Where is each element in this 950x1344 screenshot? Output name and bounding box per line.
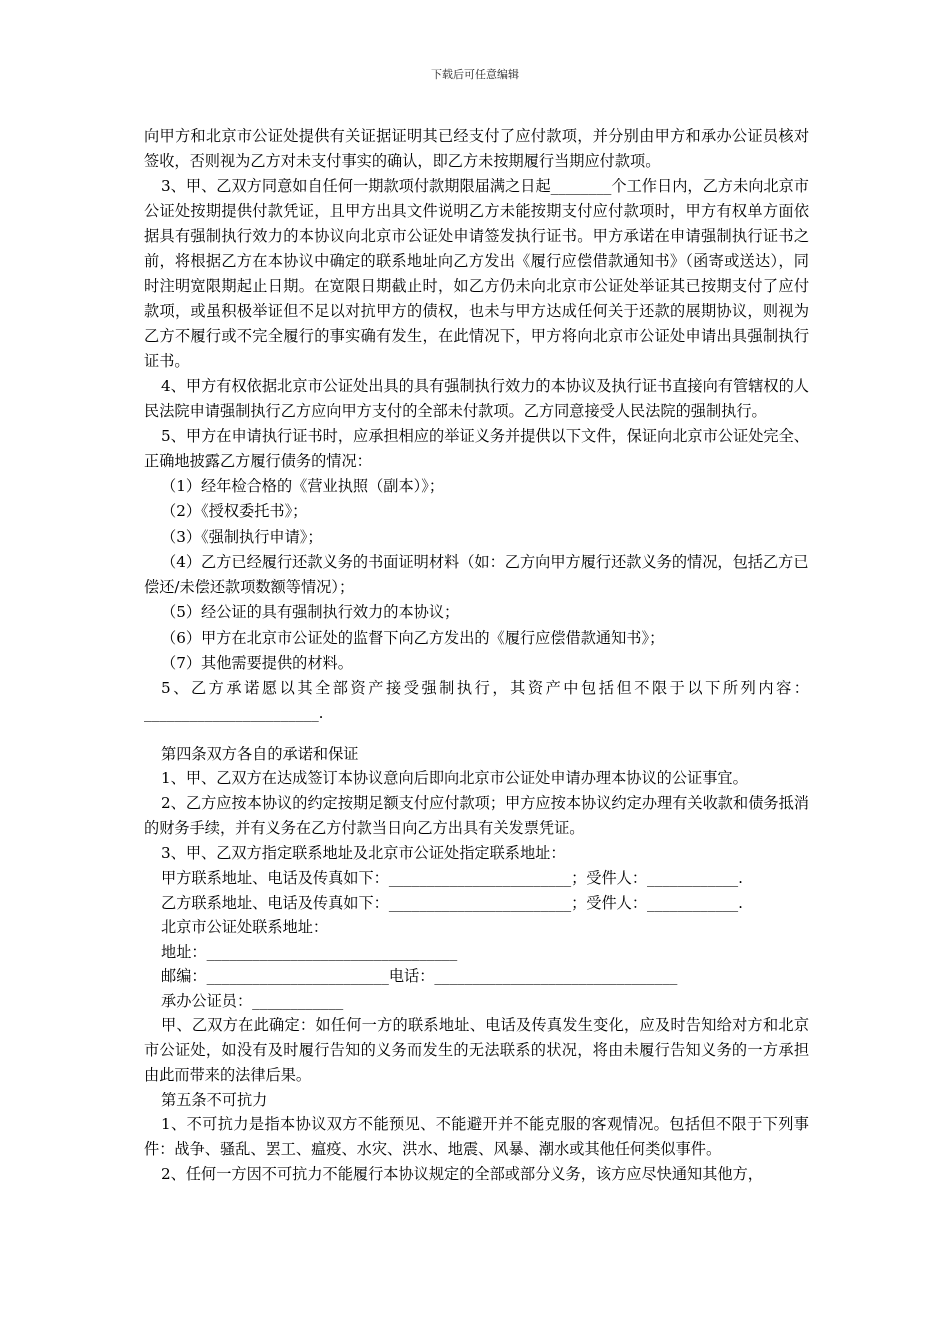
contact-party-a: 甲方联系地址、电话及传真如下：________________________；受件人：____________.	[161, 869, 743, 888]
list-item: （2）《授权委托书》；	[161, 502, 308, 521]
article-4-title: 第四条双方各自的承诺和保证	[161, 745, 359, 764]
notary-address-label: 北京市公证处联系地址：	[161, 918, 329, 937]
document-body	[144, 124, 809, 1187]
contact-party-b: 乙方联系地址、电话及传真如下：________________________；受件人：____________.	[161, 893, 743, 912]
paragraph: 1、甲、乙双方在达成签订本协议意向后即向北京市公证处申请办理本协议的公证事宜。	[161, 769, 748, 788]
paragraph: 5、乙方承诺愿以其全部资产接受强制执行，其资产中包括但不限于以下所列内容：_______________________.	[144, 679, 809, 723]
paragraph: 5、甲方在申请执行证书时，应承担相应的举证义务并提供以下文件，保证向北京市公证处完全、正确地披露乙方履行债务的情况：	[144, 427, 809, 470]
article-5-title: 第五条不可抗力	[161, 1091, 268, 1110]
paragraph: 2、乙方应按本协议的约定按期足额支付应付款项；甲方应按本协议约定办理有关收款和债务抵消的财务手续，并有义务在乙方付款当日向乙方出具有关发票凭证。	[144, 794, 809, 838]
list-item: （7）其他需要提供的材料。	[161, 654, 353, 673]
list-item: （6）甲方在北京市公证处的监督下向乙方发出的《履行应偿借款通知书》；	[161, 628, 665, 647]
paragraph: 2、任何一方因不可抗力不能履行本协议规定的全部或部分义务，该方应尽快通知其他方，	[161, 1165, 763, 1184]
page-header: 下载后可任意编辑	[431, 68, 519, 81]
list-item: （3）《强制执行申请》；	[161, 527, 323, 546]
list-item: （5）经公证的具有强制执行效力的本协议；	[161, 603, 460, 622]
paragraph: 甲、乙双方在此确定：如任何一方的联系地址、电话及传真发生变化，应及时告知给对方和北京市公证处，如没有及时履行告知的义务而发生的无法联系的状况，将由未履行告知义务的一方承担由此而带来的法律后果。	[144, 1016, 809, 1085]
paragraph: 3、甲、乙双方指定联系地址及北京市公证处指定联系地址：	[161, 844, 566, 863]
paragraph: 1、不可抗力是指本协议双方不能预见、不能避开并不能克服的客观情况。包括但不限于下列事件：战争、骚乱、罢工、瘟疫、水灾、洪水、地震、风暴、潮水或其他任何类似事件。	[144, 1115, 809, 1159]
notary-line: 承办公证员：____________	[161, 991, 344, 1010]
paragraph: 4、甲方有权依据北京市公证处出具的具有强制执行效力的本协议及执行证书直接向有管辖权的人民法院申请强制执行乙方应向甲方支付的全部未付款项。乙方同意接受人民法院的强制执行。	[144, 377, 809, 420]
paragraph: 3、甲、乙双方同意如自任何一期款项付款期限届满之日起________个工作日内，乙方未向北京市公证处按期提供付款凭证，且甲方出具文件说明乙方未能按期支付应付款项时，甲方有权单方面依据具有强制执行效力的本协议向北京市公证处申请签发执行证书。甲方承诺在申请强制执行证书之前，将根据乙方在本协议中确定的联系地址向乙方发出《履行应偿借款通知书》（函寄或送达），同时注明宽限期起止日期。在宽限日期截止时，如乙方仍未向北京市公证处举证其已按期支付了应付款项，或虽积极举证但不足以对抗甲方的债权，也未与甲方达成任何关于还款的展期协议，则视为乙方不履行或不完全履行的事实确有发生，在此情况下，甲方将向北京市公证处申请出具强制执行证书。	[144, 177, 809, 370]
list-item: （1）经年检合格的《营业执照（副本）》；	[161, 477, 445, 495]
list-item: （4）乙方已经履行还款义务的书面证明材料（如：乙方向甲方履行还款义务的情况，包括乙方已偿还/未偿还款项数额等情况）；	[144, 552, 809, 597]
postcode-phone-line: 邮编：________________________电话：________________________________	[161, 967, 678, 986]
address-line: 地址：_________________________________	[161, 942, 458, 961]
paragraph: 向甲方和北京市公证处提供有关证据证明其已经支付了应付款项，并分别由甲方和承办公证员核对签收，否则视为乙方对未支付事实的确认，即乙方未按期履行当期应付款项。	[144, 127, 809, 170]
